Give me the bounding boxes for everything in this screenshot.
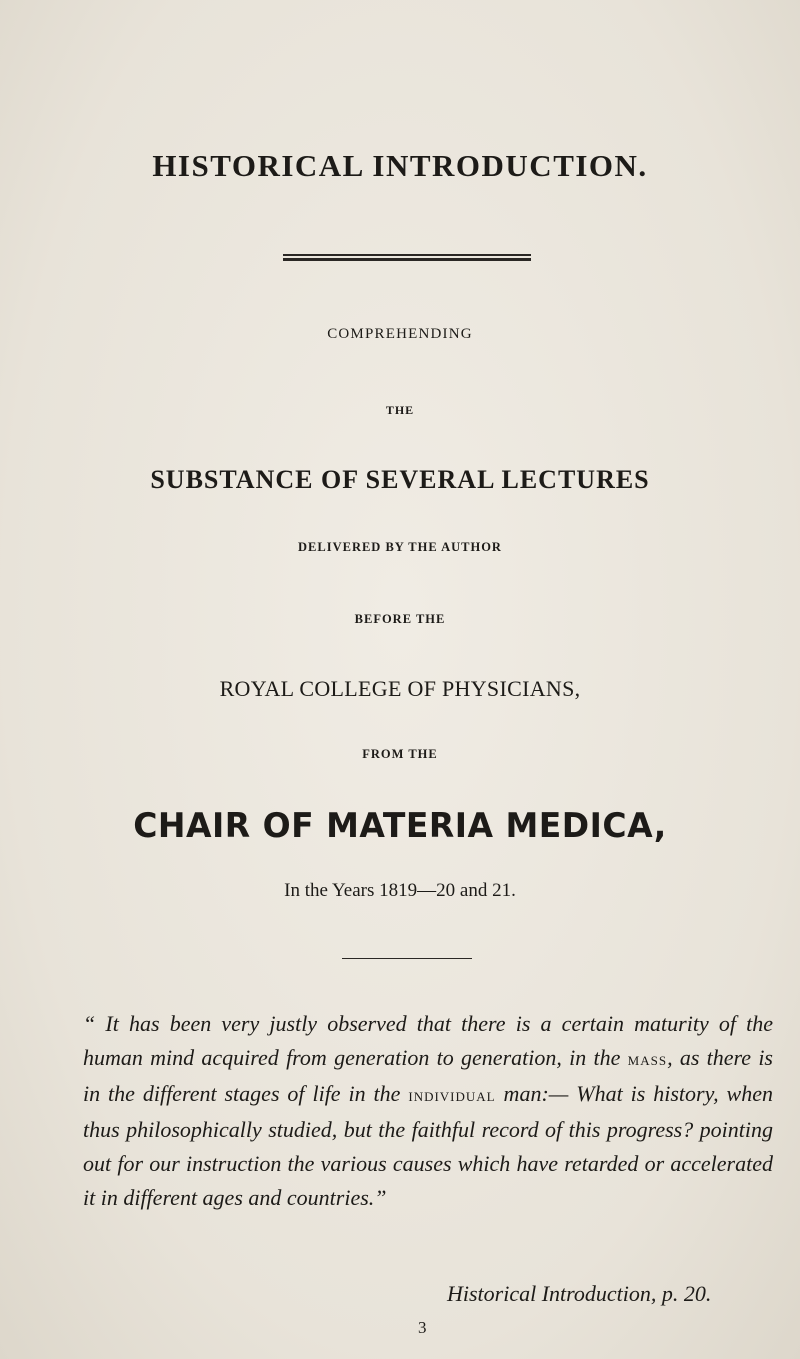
from-line: FROM THE (362, 747, 438, 761)
page-title: HISTORICAL INTRODUCTION. (152, 148, 648, 183)
double-rule-divider (283, 254, 531, 262)
epigraph-quote (83, 1007, 773, 1215)
quote-text-2: , as there is in the different stages of life in the (83, 1045, 773, 1106)
delivered-line: DELIVERED BY THE AUTHOR (298, 540, 502, 554)
the-line: THE (385, 403, 415, 417)
open-quote: “ (83, 1011, 96, 1036)
quote-mass: mass (627, 1049, 668, 1070)
years-line: In the Years 1819—20 and 21. (284, 880, 516, 901)
comprehending-line: COMPREHENDING (327, 326, 473, 342)
chair-heading: CHAIR OF MATERIA MEDICA, (133, 806, 667, 846)
quote-text-1: It has been very justly observed that there is a certain maturity of the human mind acquired from generation to generation, in the (83, 1011, 773, 1070)
substance-heading: SUBSTANCE OF SEVERAL LECTURES (150, 465, 650, 494)
quote-individual: individual (408, 1085, 496, 1106)
close-quote: ” (374, 1185, 387, 1210)
single-rule-divider (342, 958, 472, 959)
royal-college-heading: ROYAL COLLEGE OF PHYSICIANS, (219, 676, 581, 701)
page-number: 3 (418, 1318, 427, 1337)
epigraph-citation: Historical Introduction, p. 20. (447, 1281, 712, 1306)
before-line: BEFORE THE (354, 612, 446, 626)
quote-text-3: man:— What is history, when thus philosophically studied, but the faithful record of this progress? pointing out for our instruction the various causes which have retarded or accelerated it in different ages and countries. (83, 1081, 773, 1210)
